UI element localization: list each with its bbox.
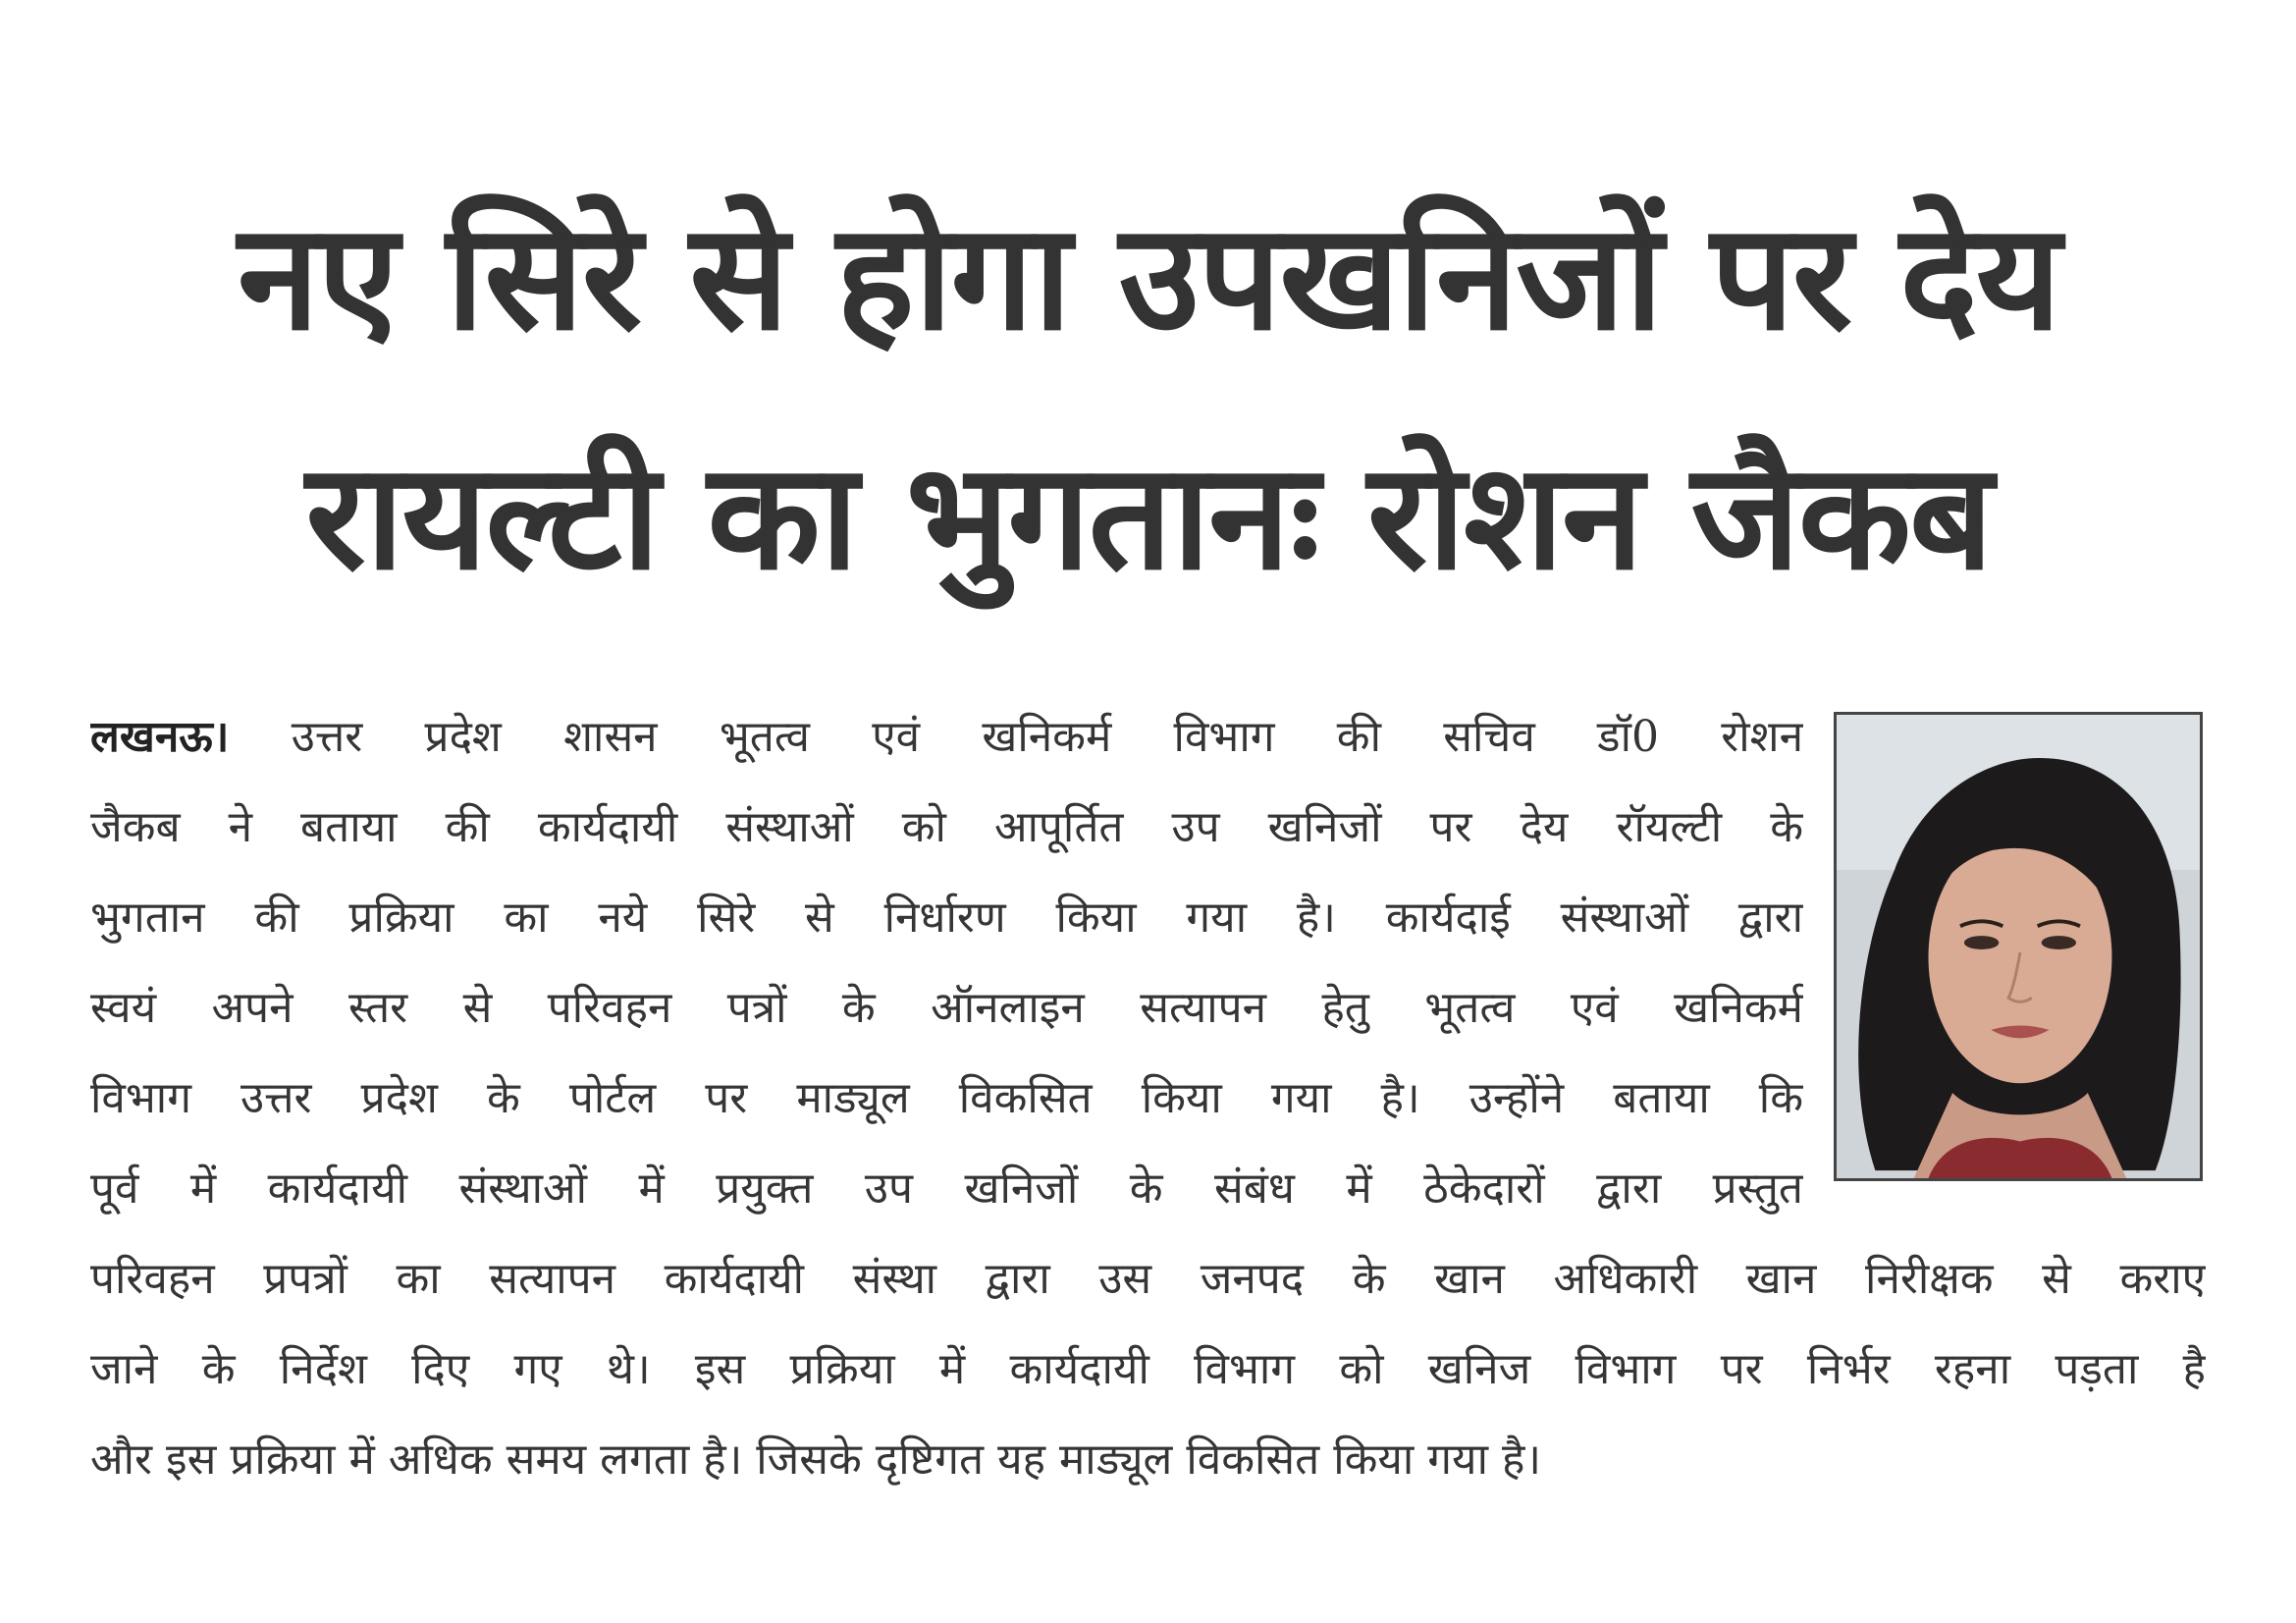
article-line-5: विभाग उत्तर प्रदेश के पोर्टल पर माड्यूल विकसित किया गया है। उन्होंने बताया कि <box>90 1073 1803 1123</box>
article-line-2: जैकब ने बताया की कार्यदायी संस्थाओं को आपूर्तित उप खनिजों पर देय रॉयल्टी के <box>90 802 1803 852</box>
portrait-illustration <box>1837 715 2200 1178</box>
headline-line-2: रायल्टी का भुगतानः रोशन जैकब <box>305 432 1992 603</box>
article-line-1-text: उत्तर प्रदेश शासन भूतत्व एवं खनिकर्म विभाग की सचिव डॉ0 रोशन <box>229 712 1803 762</box>
article-line-4: स्वयं अपने स्तर से परिवहन पत्रों के ऑनलाइन सत्यापन हेतु भूतत्व एवं खनिकर्म <box>90 983 1803 1033</box>
headline-line-1: नए सिरे से होगा उपखनिजों पर देय <box>238 192 2059 363</box>
article-line-1 <box>90 692 1803 783</box>
article-line-8: जाने के निर्देश दिए गए थे। इस प्रक्रिया में कार्यदायी विभाग को खनिज विभाग पर निर्भर रहना पड़ता है <box>90 1344 2206 1394</box>
article-line-6: पूर्व में कार्यदायी संस्थाओं में प्रयुक्त उप खनिजों के संबंध में ठेकेदारों द्वारा प्रस्तुत <box>90 1163 1803 1214</box>
article-line-9: और इस प्रक्रिया में अधिक समय लगता है। जिसके दृष्टिगत यह माड्यूल विकसित किया गया है। <box>90 1434 1542 1485</box>
article-line-7: परिवहन प्रपत्रों का सत्यापन कार्यदायी संस्था द्वारा उस जनपद के खान अधिकारी खान निरीक्षक से कराए <box>90 1254 2206 1304</box>
article-line-3: भुगतान की प्रक्रिया का नये सिरे से निर्धारण किया गया है। कार्यदाई संस्थाओं द्वारा <box>90 893 1803 943</box>
portrait-photo <box>1834 712 2203 1181</box>
dateline: लखनऊ। <box>90 712 230 762</box>
